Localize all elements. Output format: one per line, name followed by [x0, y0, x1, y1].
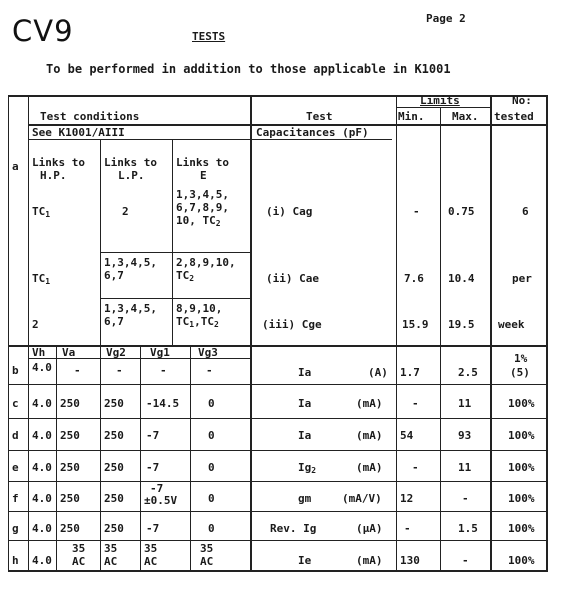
test-limits-divider [396, 95, 397, 572]
document-title: CV9 [12, 14, 74, 48]
row-label: d [12, 429, 19, 442]
row-label: e [12, 461, 19, 474]
cap-row1-test: (i) Cag [266, 205, 313, 218]
cap-row1-min: - [413, 205, 420, 218]
test-unit: (mA) [356, 429, 383, 442]
row-e-bottom [8, 481, 548, 482]
subtitle: To be performed in addition to those applicable in K1001 [46, 62, 451, 76]
max-value: 2.5 [458, 366, 478, 379]
table-left-border [8, 95, 9, 572]
see-ref-rule [28, 139, 250, 140]
tested-value: 100% [508, 461, 535, 474]
vg1-value: -7 [146, 522, 160, 535]
see-reference: See K1001/AIII [32, 126, 125, 139]
va-value: 250 [60, 492, 80, 505]
va-value: 250 [60, 522, 80, 535]
cap-row1-max: 0.75 [448, 205, 475, 218]
vg1-value: -7 [146, 429, 160, 442]
va-header: Va [62, 346, 76, 359]
test-name: Ie [298, 554, 312, 567]
vg3-value: 0 [208, 492, 215, 505]
row-label: h [12, 554, 19, 567]
test-name: Ia [298, 366, 312, 379]
no-header: No: [512, 94, 532, 107]
cap-row3-rule-lp [100, 298, 250, 299]
table-bottom-border [8, 570, 548, 572]
capacitances-heading: Capacitances (pF) [256, 126, 369, 139]
cap-row2-tested: per [512, 272, 532, 285]
test-conditions-header: Test conditions [40, 110, 140, 123]
row-d-bottom [8, 450, 548, 451]
vg1-value: -14.5 [146, 397, 180, 410]
cap-row3-tested: week [498, 318, 525, 331]
max-value: - [462, 554, 469, 567]
vh-value: 4.0 [32, 397, 52, 410]
links-e-label: Links to E [176, 156, 229, 182]
vg1-value-top: -7 [150, 482, 164, 495]
limits-sub-rule [396, 107, 490, 108]
max-value: 11 [458, 461, 472, 474]
vg1-vg3-divider [190, 346, 191, 570]
row-c-bottom [8, 418, 548, 419]
row-g-bottom [8, 540, 548, 541]
min-header: Min. [398, 110, 425, 123]
links-hp-label: Links to H.P. [32, 156, 85, 182]
cap-row2-rule-lp [100, 252, 250, 253]
vh-header: Vh [32, 346, 46, 359]
row-label: g [12, 522, 19, 535]
vh-value: 4.0 [32, 361, 52, 374]
vg2-value: 250 [104, 522, 124, 535]
tested-value: 100% [508, 492, 535, 505]
test-header: Test [306, 110, 333, 123]
tested-value: 100% [508, 522, 535, 535]
min-value: - [412, 397, 419, 410]
vh-value: 4.0 [32, 461, 52, 474]
tested-value-2: (5) [510, 366, 530, 379]
page-number: Page 2 [426, 12, 466, 25]
vg2-vg1-divider [140, 346, 141, 570]
cap-row2-test: (ii) Cae [266, 272, 319, 285]
vg2-value: 250 [104, 397, 124, 410]
cap-row2-min: 7.6 [404, 272, 424, 285]
va-vg2-divider [100, 346, 101, 570]
max-header: Max. [452, 110, 479, 123]
min-value: 12 [400, 492, 414, 505]
test-unit: (mA) [356, 554, 383, 567]
limits-header: Limits [420, 94, 460, 107]
links-lp-label: Links to L.P. [104, 156, 157, 182]
tested-value: 100% [508, 397, 535, 410]
test-unit: (A) [368, 366, 388, 379]
va-value: - [74, 364, 81, 377]
test-name: $Ig_2$ [298, 461, 317, 475]
max-value: - [462, 492, 469, 505]
hp-lp-divider [100, 140, 101, 346]
tested-header: tested [494, 110, 534, 123]
cap-row2-e: 2,8,9,10, $TC_2$ [176, 256, 236, 283]
row-b-bottom [8, 384, 548, 385]
vh-value: 4.0 [32, 429, 52, 442]
cap-row2-lp: 1,3,4,5, 6,7 [104, 256, 157, 282]
label-column-divider [28, 95, 29, 572]
min-value: 130 [400, 554, 420, 567]
max-value: 93 [458, 429, 472, 442]
vg3-value: - [206, 364, 213, 377]
row-label: f [12, 492, 19, 505]
vg1-value: -7 [146, 461, 160, 474]
test-name: Ia [298, 397, 312, 410]
row-f-bottom [8, 511, 548, 512]
table-top-border [8, 95, 548, 97]
limits-tested-divider [490, 95, 492, 572]
vg1-value: 35 AC [144, 542, 158, 568]
vg1-value: - [160, 364, 167, 377]
vg3-value: 35 AC [200, 542, 214, 568]
tested-value: 100% [508, 554, 535, 567]
test-unit: (mA) [356, 461, 383, 474]
lp-e-divider [172, 140, 173, 346]
min-value: - [404, 522, 411, 535]
vh-value: 4.0 [32, 522, 52, 535]
vg1-header: Vg1 [150, 346, 170, 359]
table-right-border [546, 95, 548, 572]
vg3-value: 0 [208, 461, 215, 474]
capacitances-rule [250, 139, 392, 140]
cap-row2-hp: $TC_1$ [32, 272, 51, 286]
min-max-divider [440, 108, 441, 572]
vg3-value: 0 [208, 397, 215, 410]
cap-row3-max: 19.5 [448, 318, 475, 331]
min-value: 54 [400, 429, 414, 442]
vh-va-divider [56, 346, 57, 570]
vg3-value: 0 [208, 522, 215, 535]
cap-row1-lp: 2 [122, 205, 129, 218]
vg2-value: - [116, 364, 123, 377]
row-label: b [12, 364, 19, 377]
tested-value: 100% [508, 429, 535, 442]
vg1-value: ±0.5V [144, 494, 178, 507]
cap-row3-min: 15.9 [402, 318, 429, 331]
cap-row3-lp: 1,3,4,5, 6,7 [104, 302, 157, 328]
test-name: gm [298, 492, 312, 505]
test-name: Ia [298, 429, 312, 442]
vg2-header: Vg2 [106, 346, 126, 359]
test-unit: (µA) [356, 522, 383, 535]
va-value: 250 [60, 397, 80, 410]
va-value: 250 [60, 461, 80, 474]
test-unit: (mA/V) [342, 492, 382, 505]
vg2-value: 250 [104, 492, 124, 505]
tests-heading: TESTS [192, 30, 226, 43]
cap-row3-hp: 2 [32, 318, 39, 331]
test-name: Rev. Ig [270, 522, 317, 535]
tested-value: 1% [514, 352, 528, 365]
va-value: 250 [60, 429, 80, 442]
cap-row1-tested: 6 [522, 205, 529, 218]
conditions-test-divider [250, 95, 252, 572]
vh-value: 4.0 [32, 492, 52, 505]
cap-row3-test: (iii) Cge [262, 318, 322, 331]
vg3-header: Vg3 [198, 346, 218, 359]
max-value: 11 [458, 397, 472, 410]
test-unit: (mA) [356, 397, 383, 410]
va-value: 35 AC [72, 542, 86, 568]
vg2-value: 250 [104, 429, 124, 442]
row-label-a: a [12, 160, 19, 173]
vg3-value: 0 [208, 429, 215, 442]
cap-row2-max: 10.4 [448, 272, 475, 285]
vg2-value: 35 AC [104, 542, 118, 568]
cap-row1-e: 1,3,4,5, 6,7,8,9, 10, $TC_2$ [176, 188, 229, 228]
section-divider [8, 345, 548, 347]
vh-value: 4.0 [32, 554, 52, 567]
vg2-value: 250 [104, 461, 124, 474]
cap-row3-e: 8,9,10, $TC_1,TC_2$ [176, 302, 223, 329]
min-value: 1.7 [400, 366, 420, 379]
min-value: - [412, 461, 419, 474]
cap-row1-hp: $TC_1$ [32, 205, 51, 219]
max-value: 1.5 [458, 522, 478, 535]
row-label: c [12, 397, 19, 410]
